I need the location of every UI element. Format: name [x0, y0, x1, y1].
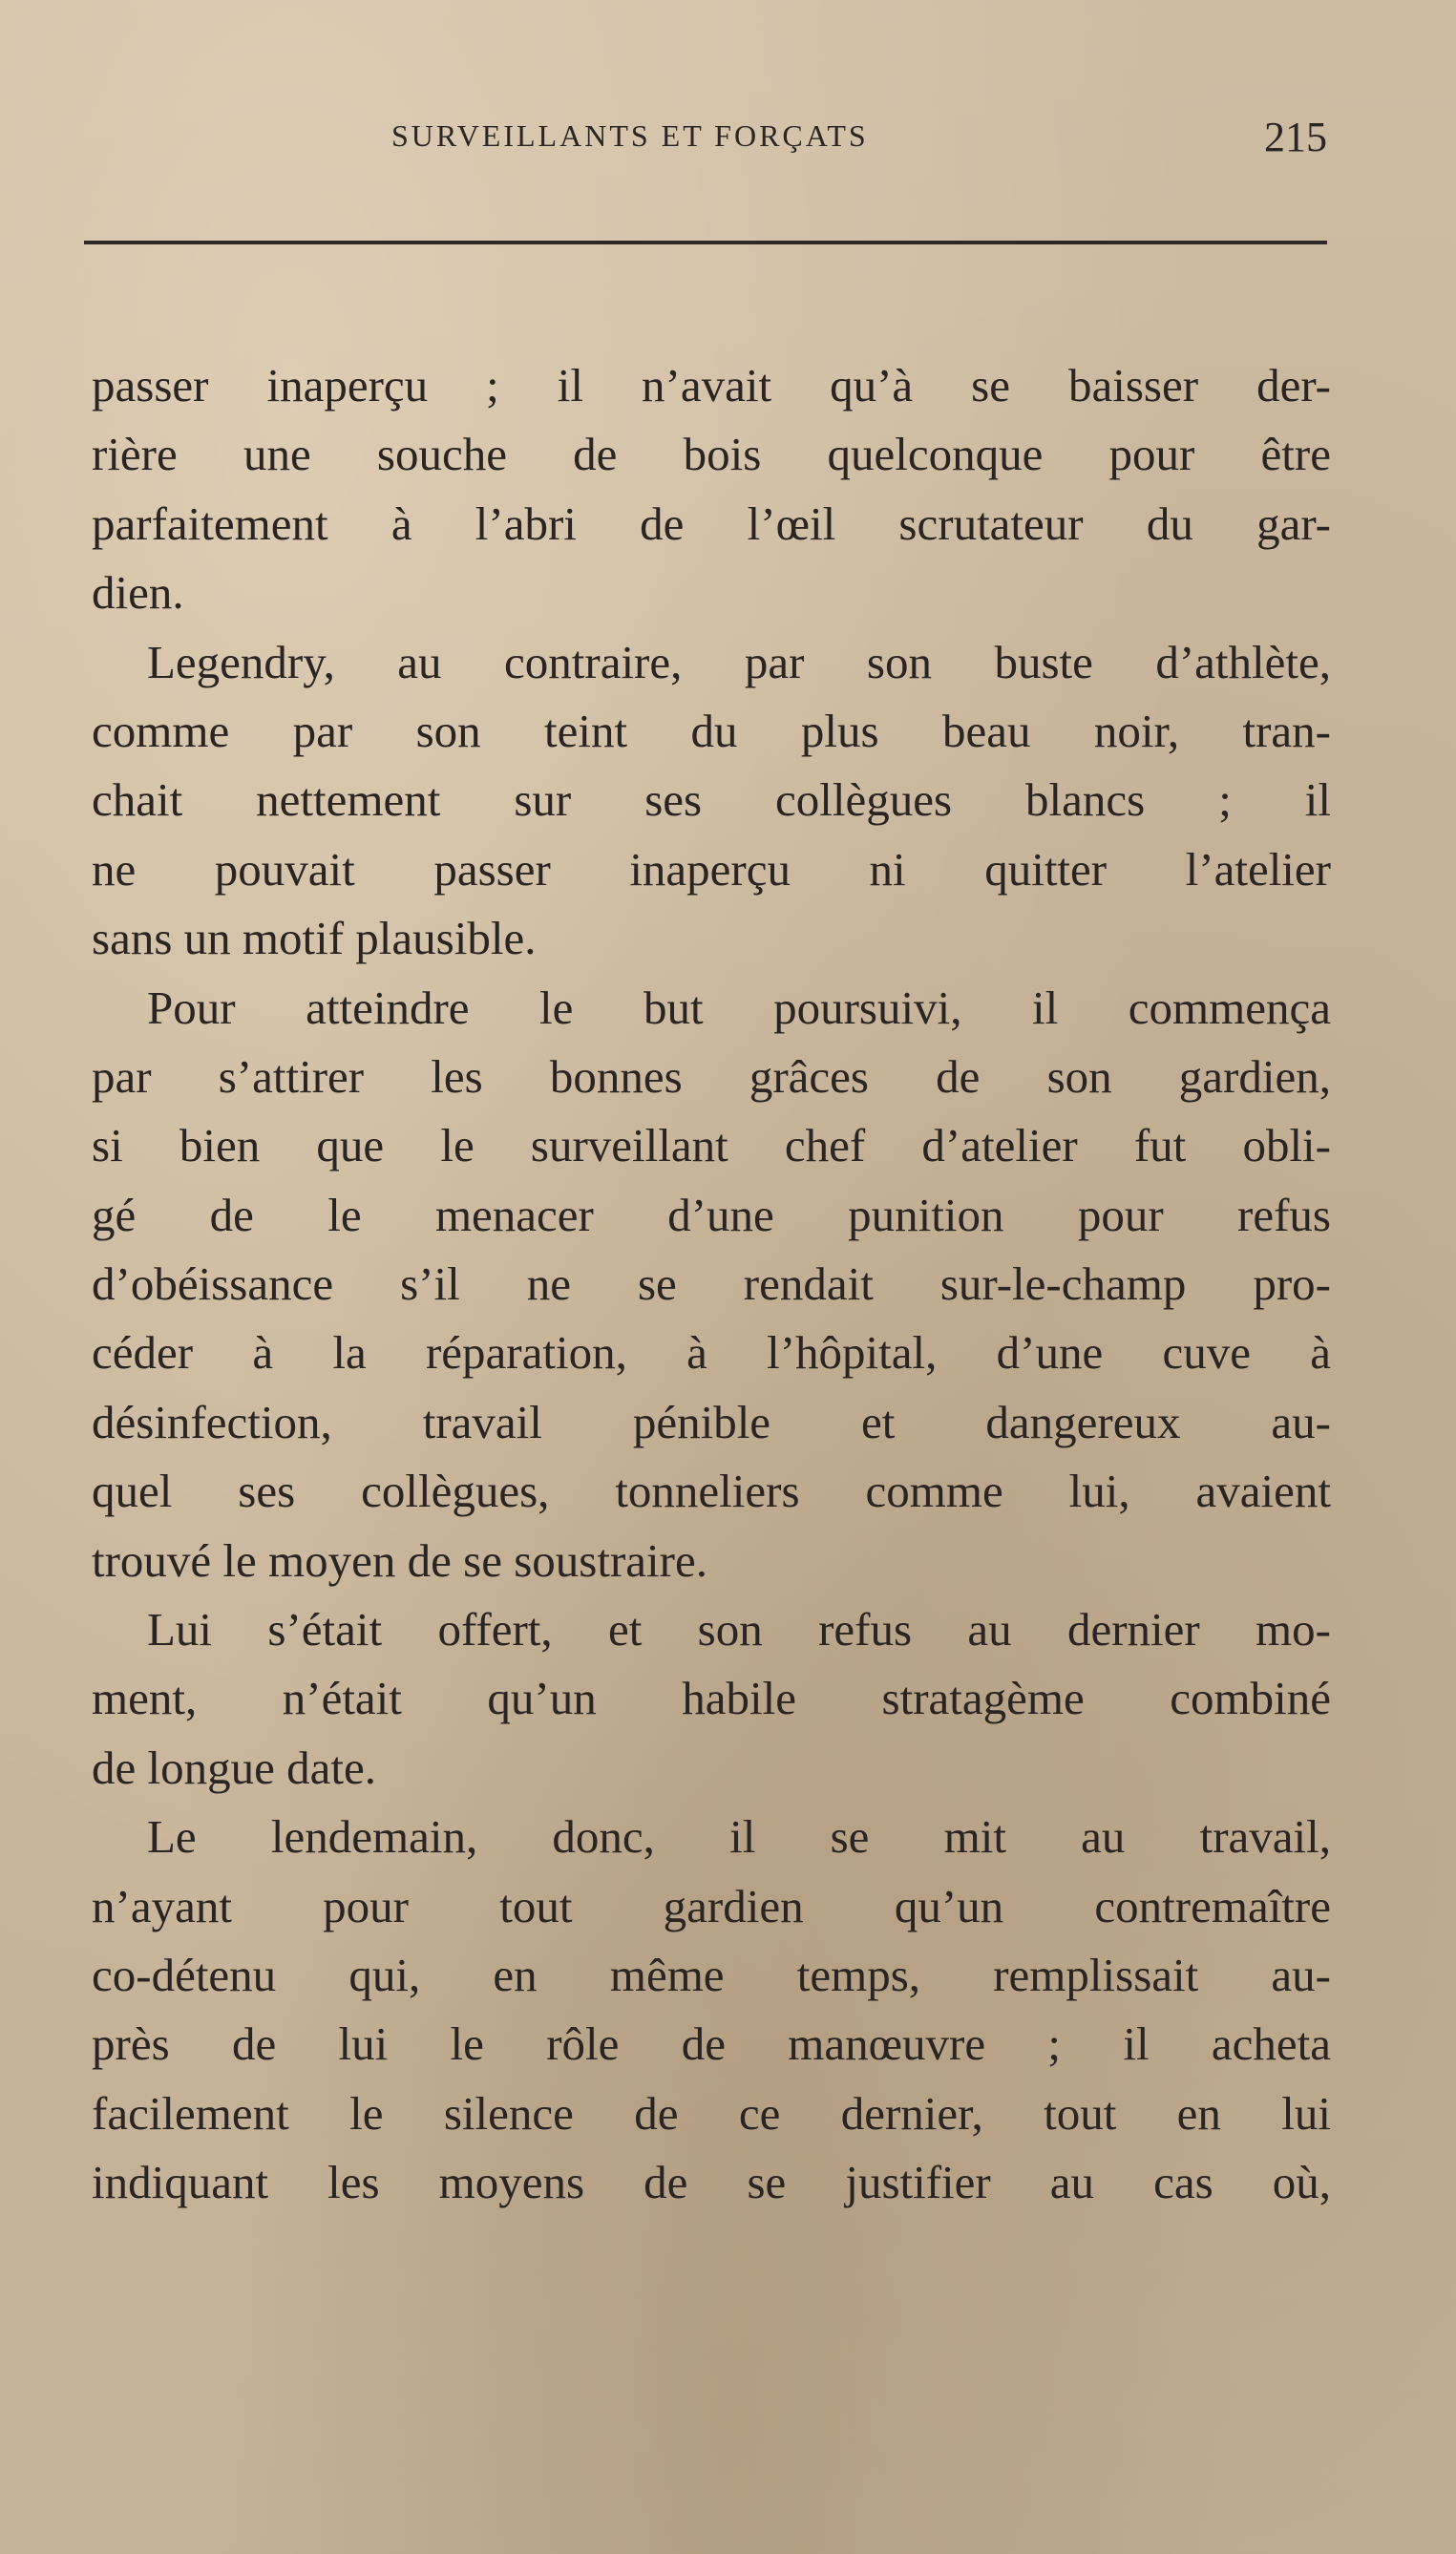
text-line: Pour atteindre le but poursuivi, il commença [147, 981, 1331, 1034]
paragraph-3 [92, 974, 1331, 1596]
paragraph-2 [92, 628, 1331, 974]
text-line: ne pouvait passer inaperçu ni quitter l’atelier [92, 842, 1331, 896]
text-line: d’obéissance s’il ne se rendait sur-le-champ pro- [92, 1257, 1331, 1311]
text-line: n’ayant pour tout gardien qu’un contremaître [92, 1879, 1331, 1932]
text-line: quel ses collègues, tonneliers comme lui, avaient [92, 1465, 1331, 1518]
paragraph-4 [92, 1595, 1331, 1803]
running-head [88, 113, 1327, 170]
text-line: par s’attirer les bonnes grâces de son gardien, [92, 1049, 1331, 1103]
body-text [92, 351, 1331, 2218]
text-line: co-détenu qui, en même temps, remplissait au- [92, 1948, 1331, 2001]
text-line: de longue date. [92, 1741, 376, 1794]
text-line: rière une souche de bois quelconque pour être [92, 428, 1331, 481]
header-rule [84, 241, 1327, 244]
text-line: céder à la réparation, à l’hôpital, d’une cuve à [92, 1326, 1331, 1380]
text-line: chait nettement sur ses collègues blancs ; il [92, 773, 1331, 827]
running-title: SURVEILLANTS ET FORÇATS [391, 118, 869, 153]
paragraph-1 [92, 351, 1331, 628]
text-line: indiquant les moyens de se justifier au cas où, [92, 2156, 1331, 2209]
text-line: Lui s’était offert, et son refus au dernier mo- [147, 1603, 1331, 1657]
text-line: passer inaperçu ; il n’avait qu’à se baisser der- [92, 359, 1331, 412]
text-line: sans un motif plausible. [92, 912, 537, 965]
text-line: facilement le silence de ce dernier, tout en lui [92, 2086, 1331, 2140]
text-line: désinfection, travail pénible et dangereux au- [92, 1395, 1331, 1448]
text-line: dien. [92, 566, 184, 620]
text-line: Legendry, au contraire, par son buste d’athlète, [147, 635, 1331, 688]
text-line: comme par son teint du plus beau noir, tran- [92, 704, 1331, 757]
text-line: gé de le menacer d’une punition pour refus [92, 1188, 1331, 1241]
text-line: ment, n’était qu’un habile stratagème combiné [92, 1672, 1331, 1725]
paragraph-5 [92, 1803, 1331, 2217]
text-line: Le lendemain, donc, il se mit au travail, [147, 1810, 1331, 1864]
text-line: si bien que le surveillant chef d’atelier fut obli- [92, 1119, 1331, 1172]
text-line: trouvé le moyen de se soustraire. [92, 1533, 707, 1587]
text-line: parfaitement à l’abri de l’œil scrutateur du gar- [92, 496, 1331, 550]
page-number: 215 [1264, 114, 1327, 160]
text-line: près de lui le rôle de manœuvre ; il acheta [92, 2017, 1331, 2071]
